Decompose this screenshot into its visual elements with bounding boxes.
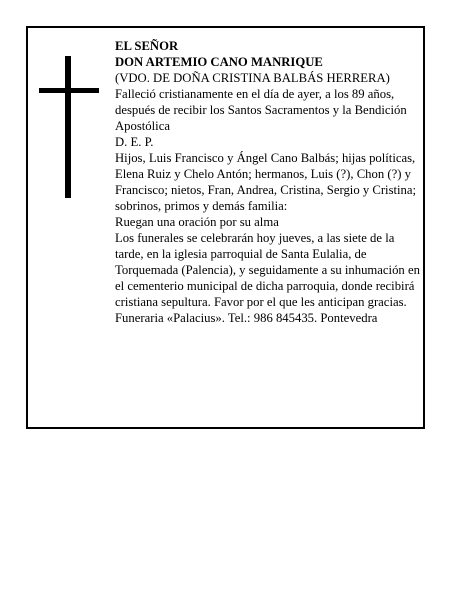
widow-of: (VDO. DE DOÑA CRISTINA BALBÁS HERRERA) [115,71,390,85]
rip-text: D. E. P. [115,135,154,149]
family-list: Hijos, Luis Francisco y Ángel Cano Balbás; hijas políticas, Elena Ruiz y Chelo Antón; hermanos, Luis (?), Chon (?) y Francisco; nietos, Fran, Andrea, Cristina, Sergio y Cristina; sobrinos, primos y demás familia: [115,151,417,213]
deceased-name: DON ARTEMIO CANO MANRIQUE [115,55,323,69]
obituary-notice [26,26,425,429]
cross-horizontal-bar [39,88,99,93]
notice-body [115,38,420,326]
funeral-home: Funeraria «Palacius». Tel.: 986 845435. Pontevedra [115,311,378,325]
notice-title: EL SEÑOR [115,39,179,53]
death-text: Falleció cristianamente en el día de ayer, a los 89 años, después de recibir los Santos Sacramentos y la Bendición Apostólica [115,87,407,133]
cross-vertical-bar [65,56,71,198]
cross-icon [39,56,99,198]
funeral-details: Los funerales se celebrarán hoy jueves, a las siete de la tarde, en la iglesia parroquial de Santa Eulalia, de Torquemada (Palencia), y seguidamente a su inhumación en el cementerio municipal de dicha parroquia, donde recibirá cristiana sepultura. Favor por el que les anticipan gracias. [115,231,420,309]
prayer-request: Ruegan una oración por su alma [115,215,279,229]
